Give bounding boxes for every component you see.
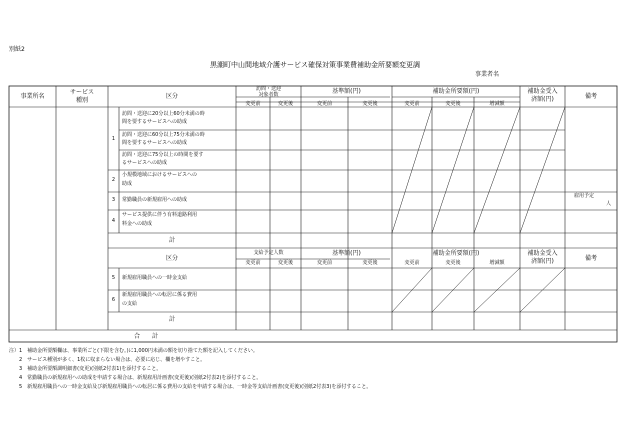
col-remarks: 備考 xyxy=(584,93,597,100)
document-title: 黒潮町中山間地域介護サービス確保対策事業費補助金所要額変更調 xyxy=(210,61,420,69)
col-service-type: サービス xyxy=(69,89,94,96)
col-base-amount: 基準額(円) xyxy=(332,250,361,257)
col-received: 補助金受入 xyxy=(527,88,558,95)
row-6-label-2: の支給 xyxy=(122,301,138,307)
sub-after: 変更後 xyxy=(362,260,378,266)
sub-before: 変更前 xyxy=(245,260,261,266)
col-planned-count: 支給予定人数 xyxy=(253,250,284,256)
note-1: 注）1 補助金所要額欄は、事業所ごと(下限を含む。)に1,000円未満の額を切り捨てた額を記入してください。 xyxy=(9,348,258,354)
row-3-remark-2: 人 xyxy=(606,201,612,207)
sub-increase-decrease: 増減額 xyxy=(489,260,505,266)
subtotal-label: 計 xyxy=(168,316,175,323)
row-1c-label: 訪問・送迎に75分以上の時間を要す xyxy=(122,152,204,158)
sub-increase-decrease: 増減額 xyxy=(489,101,505,107)
appendix-label: 別紙2 xyxy=(9,46,25,53)
col-received: 補助金受入 xyxy=(527,250,558,257)
col-base-amount: 基準額(円) xyxy=(332,88,361,95)
row-1b-label-2: 間を要するサービスへの助成 xyxy=(122,140,188,146)
sub-before: 変更前 xyxy=(404,101,420,107)
row-1b-label: 訪問・送迎に60分以上75分未満の時 xyxy=(122,132,205,138)
row-2-label: 小規模地域におけるサービスへの xyxy=(122,172,198,178)
col-received-2: 済額(円) xyxy=(531,258,554,265)
sub-before: 変更前 xyxy=(316,101,332,107)
row-4-label-2: 料金への助成 xyxy=(122,221,153,227)
sub-after: 変更後 xyxy=(445,101,461,107)
row-6-label: 新規雇用職員への転居に係る費用 xyxy=(122,292,198,298)
row-number: 4 xyxy=(111,218,116,224)
row-number: 2 xyxy=(111,177,116,183)
row-number: 3 xyxy=(111,197,116,203)
row-1a-label-2: 間を要するサービスへの助成 xyxy=(122,119,188,125)
note-4: 4 常勤職員の新規雇用への助成を申請する場合は、新規雇用計画書(変更後)(別紙2付表2)を添付すること。 xyxy=(9,375,262,381)
col-visits-2: 対象者数 xyxy=(258,92,279,98)
col-required-amount: 補助金所要額(円) xyxy=(432,250,480,257)
col-category: 区分 xyxy=(165,93,178,100)
sub-after: 変更後 xyxy=(277,101,293,107)
subtotal-label: 計 xyxy=(168,237,175,244)
sub-before: 変更前 xyxy=(316,260,332,266)
col-visits: 訪問・送迎 xyxy=(255,86,281,92)
row-5-label: 新規雇用職員への一時金支給 xyxy=(122,275,188,281)
business-name-label: 事業者名 xyxy=(475,71,500,78)
sub-before: 変更前 xyxy=(245,101,261,107)
col-remarks: 備考 xyxy=(584,255,597,262)
sub-after: 変更後 xyxy=(362,101,378,107)
col-office-name: 事業所名 xyxy=(20,93,45,100)
row-3-label: 常勤職員の新規雇用への助成 xyxy=(122,197,188,203)
table-frame xyxy=(9,86,617,342)
row-number: 1 xyxy=(111,136,116,142)
sub-after: 変更後 xyxy=(277,260,293,266)
grand-total-label: 合 計 xyxy=(133,333,158,340)
sub-before: 変更前 xyxy=(404,260,420,266)
col-category: 区分 xyxy=(165,255,178,262)
row-number: 6 xyxy=(111,297,116,303)
col-received-2: 済額(円) xyxy=(531,96,554,103)
row-3-remark: 雇用予定 xyxy=(574,193,595,199)
note-2: 2 サービス種別が多く、1枚に収まらない場合は、必要に応じ、欄を増やすこと。 xyxy=(9,357,206,363)
row-2-label-2: 助成 xyxy=(122,181,133,187)
col-required-amount: 補助金所要額(円) xyxy=(432,88,480,95)
col-service-type-2: 種別 xyxy=(75,97,88,104)
row-number: 5 xyxy=(111,275,116,281)
note-3: 3 補助金所要額調明細書(変更)(別紙2付表1)を添付すること。 xyxy=(9,366,162,372)
sub-after: 変更後 xyxy=(445,260,461,266)
row-4-label: サービス提供に伴う有料道路利用 xyxy=(122,212,198,218)
row-1c-label-2: るサービスへの助成 xyxy=(122,160,168,166)
row-1a-label: 訪問・送迎に20分以上60分未満の時 xyxy=(122,111,205,117)
note-5: 5 新規雇用職員への一時金支給及び新規雇用職員への転居に係る費用の支給を申請する場合は、一時金等支給計画書(変更後)(別紙2付表3)を添付すること。 xyxy=(9,384,372,390)
